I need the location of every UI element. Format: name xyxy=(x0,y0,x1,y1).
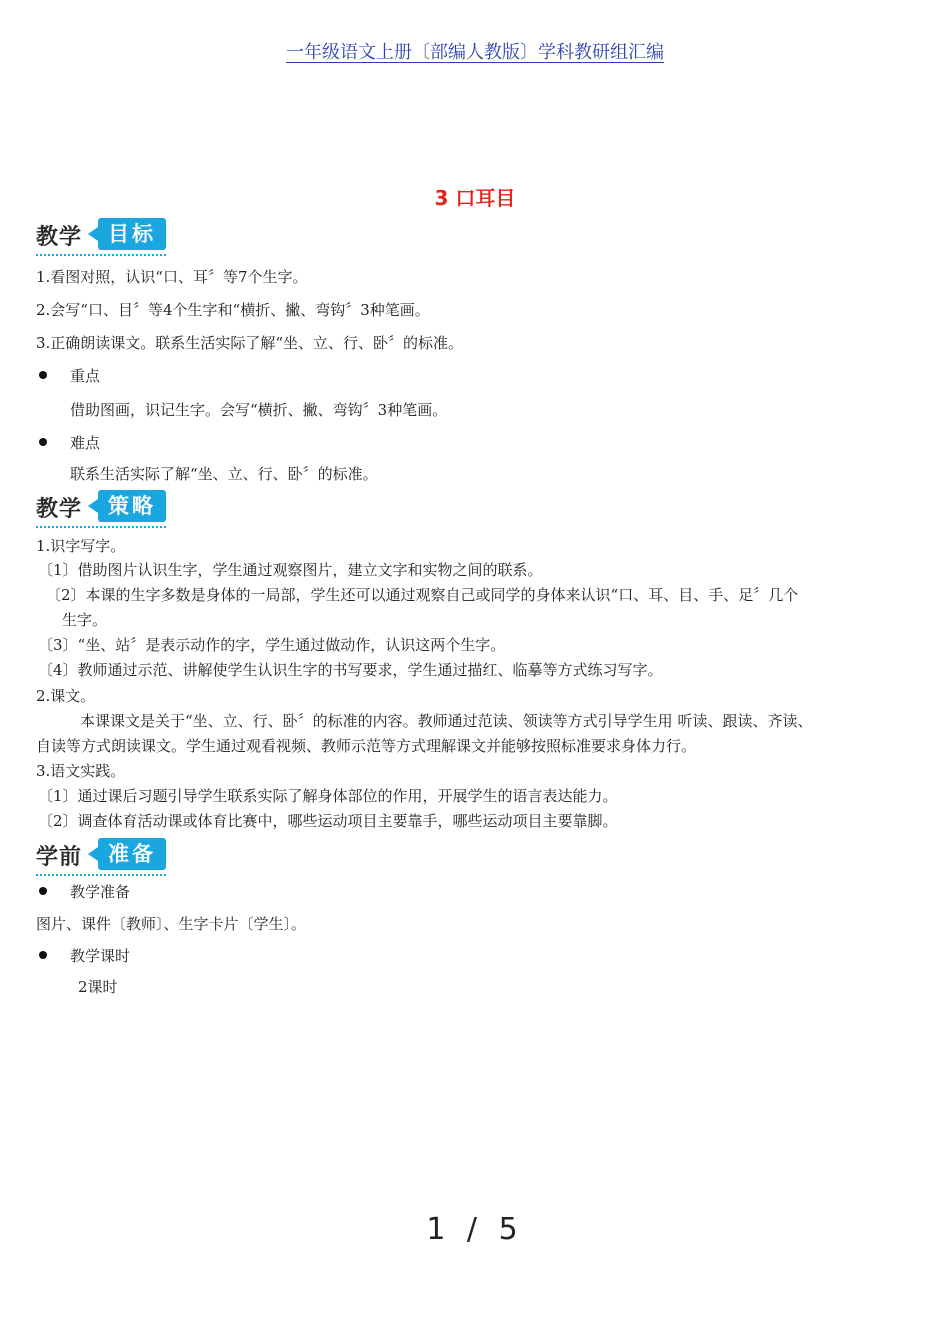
lesson-title: 3 口耳目 xyxy=(434,186,516,210)
section-heading-tag: 策略 xyxy=(98,490,166,522)
section-divider xyxy=(36,874,166,876)
goal-item: 2.会写“口、目〞等4个生字和“横折、撇、弯钩〞3种笔画。 xyxy=(36,301,430,319)
document-header: 一年级语文上册〔部编人教版〕学科教研组汇编 xyxy=(286,42,664,63)
strategy-item: 2.课文。 xyxy=(36,687,96,705)
bullet-icon xyxy=(39,371,47,379)
page-number: 1 / 5 xyxy=(426,1212,524,1247)
strategy-subitem-continued: 生字。 xyxy=(62,611,108,629)
section-heading-tag: 准备 xyxy=(98,838,166,870)
difficult-point-label: 难点 xyxy=(70,434,101,452)
strategy-subitem: 〔2〕本课的生字多数是身体的一局部，学生还可以通过观察自己或同学的身体来认识“口、耳、目、手、足〞几个 xyxy=(46,586,799,604)
prep-text: 图片、课件〔教师〕、生字卡片〔学生〕。 xyxy=(36,915,307,933)
strategy-paragraph: 本课课文是关于“坐、立、行、卧〞的标准的内容。教师通过范读、领读等方式引导学生用 听读、跟读、齐读、 xyxy=(80,712,813,730)
section-heading-tag: 目标 xyxy=(98,218,166,250)
section-heading-prep xyxy=(36,838,168,878)
strategy-item: 3.语文实践。 xyxy=(36,762,126,780)
strategy-subitem: 〔1〕通过课后习题引导学生联系实际了解身体部位的作用，开展学生的语言表达能力。 xyxy=(38,787,618,805)
section-divider xyxy=(36,254,166,256)
lesson-hours-label: 教学课时 xyxy=(70,947,131,965)
bullet-icon xyxy=(39,438,47,446)
goal-item: 1.看图对照，认识“口、耳〞等7个生字。 xyxy=(36,268,308,286)
section-heading-dark: 学前 xyxy=(36,845,83,870)
section-divider xyxy=(36,526,166,528)
goal-item: 3.正确朗读课文。联系生活实际了解“坐、立、行、卧〞的标准。 xyxy=(36,334,463,352)
strategy-subitem: 〔2〕调查体育活动课或体育比赛中，哪些运动项目主要靠手，哪些运动项目主要靠脚。 xyxy=(38,812,618,830)
strategy-paragraph-continued: 自读等方式朗读课文。学生通过观看视频、教师示范等方式理解课文并能够按照标准要求身体力行。 xyxy=(36,737,697,755)
section-heading-strategy xyxy=(36,490,168,530)
prep-label: 教学准备 xyxy=(70,883,131,901)
bullet-icon xyxy=(39,887,47,895)
strategy-subitem: 〔4〕教师通过示范、讲解使学生认识生字的书写要求，学生通过描红、临摹等方式练习写字。 xyxy=(38,661,663,679)
section-heading-dark: 教学 xyxy=(36,497,83,522)
key-point-label: 重点 xyxy=(70,367,101,385)
strategy-subitem: 〔3〕“坐、站〞是表示动作的字，学生通过做动作，认识这两个生字。 xyxy=(38,636,506,654)
strategy-subitem: 〔1〕借助图片认识生字，学生通过观察图片，建立文字和实物之间的联系。 xyxy=(38,561,543,579)
bullet-icon xyxy=(39,951,47,959)
difficult-point-text: 联系生活实际了解“坐、立、行、卧〞的标准。 xyxy=(70,465,378,483)
lesson-hours-text: 2课时 xyxy=(78,978,118,996)
section-heading-dark: 教学 xyxy=(36,225,83,250)
section-heading-goals xyxy=(36,218,168,258)
key-point-text: 借助图画，识记生字。会写“横折、撇、弯钩〞3种笔画。 xyxy=(70,401,448,419)
strategy-item: 1.识字写字。 xyxy=(36,537,126,555)
